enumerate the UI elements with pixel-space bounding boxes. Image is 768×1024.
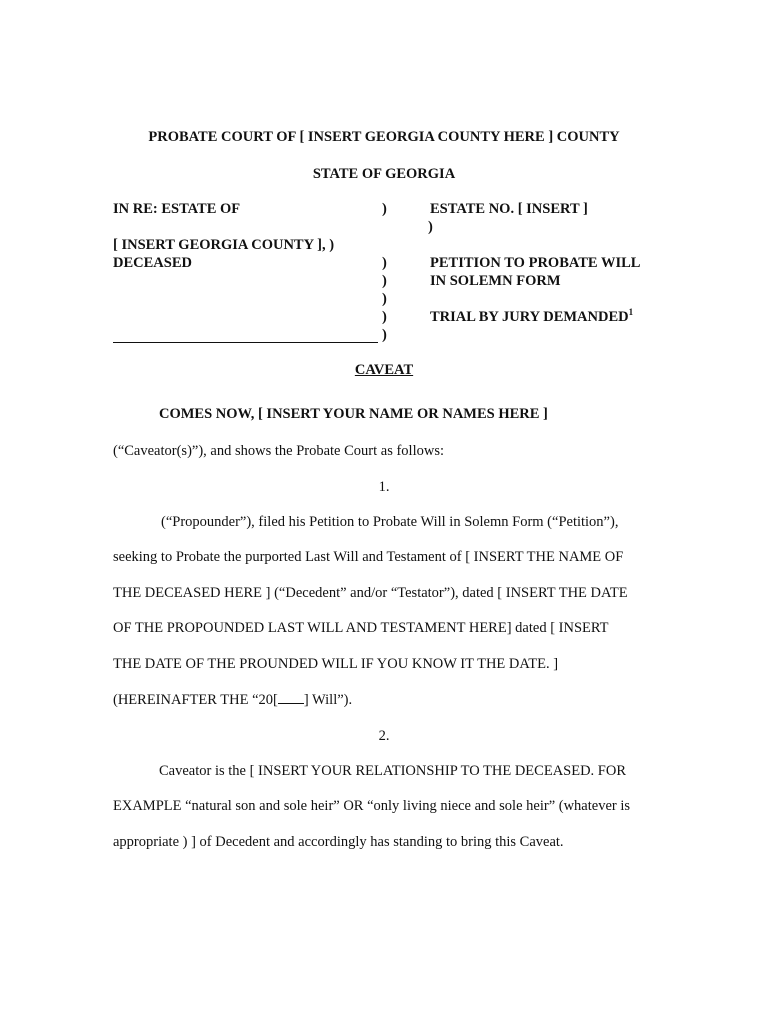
state-heading: STATE OF GEORGIA <box>312 166 456 182</box>
footnote-marker[interactable]: 1 <box>628 307 634 317</box>
paragraph-line: Caveator is the [ INSERT YOUR RELATIONSHIP TO THE DECEASED. FOR <box>159 763 627 779</box>
caption-estate-paren: ) <box>428 219 433 235</box>
paragraph-number: 1. <box>378 479 390 495</box>
caption-paren: ) <box>382 273 387 289</box>
caption-county: [ INSERT GEORGIA COUNTY ], ) <box>113 237 335 253</box>
court-heading: PROBATE COURT OF [ INSERT GEORGIA COUNTY HERE ] COUNTY <box>148 129 620 145</box>
caption-paren: ) <box>382 255 387 271</box>
caption-jury-demand <box>430 309 633 326</box>
paragraph-line: OF THE PROPOUNDED LAST WILL AND TESTAMENT HERE] dated [ INSERT <box>113 620 609 636</box>
paragraph-line: (“Propounder”), filed his Petition to Probate Will in Solemn Form (“Petition”), <box>161 514 619 530</box>
comes-now-label: COMES NOW <box>159 406 251 422</box>
caption-petition-line2: IN SOLEMN FORM <box>430 273 561 289</box>
paragraph-number: 2. <box>378 728 390 744</box>
caption-paren: ) <box>382 291 387 307</box>
will-ref-prefix: (HEREINAFTER THE “20[ <box>113 692 278 708</box>
intro-comes-now <box>159 406 548 423</box>
caption-petition-line1: PETITION TO PROBATE WILL <box>430 255 641 271</box>
comes-now-rest: , [ INSERT YOUR NAME OR NAMES HERE ] <box>250 406 548 422</box>
caption-paren: ) <box>382 327 387 343</box>
jury-demand-text: TRIAL BY JURY DEMANDED <box>430 309 629 325</box>
paragraph-line <box>113 691 352 709</box>
caption-in-re: IN RE: ESTATE OF <box>113 201 241 217</box>
year-blank <box>278 691 304 704</box>
intro-shows: (“Caveator(s)”), and shows the Probate Court as follows: <box>113 443 445 459</box>
caption-signature-rule <box>113 342 378 343</box>
caption-paren: ) <box>382 201 387 217</box>
caption-paren: ) <box>382 309 387 325</box>
paragraph-line: EXAMPLE “natural son and sole heir” OR “only living niece and sole heir” (whatever is <box>113 798 631 814</box>
will-ref-suffix: ] Will”). <box>303 692 353 708</box>
caption-deceased: DECEASED <box>113 255 192 271</box>
document-title: CAVEAT <box>354 362 414 378</box>
paragraph-line: appropriate ) ] of Decedent and accordingly has standing to bring this Caveat. <box>113 834 564 850</box>
paragraph-line: THE DATE OF THE PROUNDED WILL IF YOU KNOW IT THE DATE. ] <box>113 656 559 672</box>
paragraph-line: seeking to Probate the purported Last Will and Testament of [ INSERT THE NAME OF <box>113 549 624 565</box>
paragraph-line: THE DECEASED HERE ] (“Decedent” and/or “Testator”), dated [ INSERT THE DATE <box>113 585 628 601</box>
caption-estate-no: ESTATE NO. [ INSERT ] <box>430 201 588 217</box>
